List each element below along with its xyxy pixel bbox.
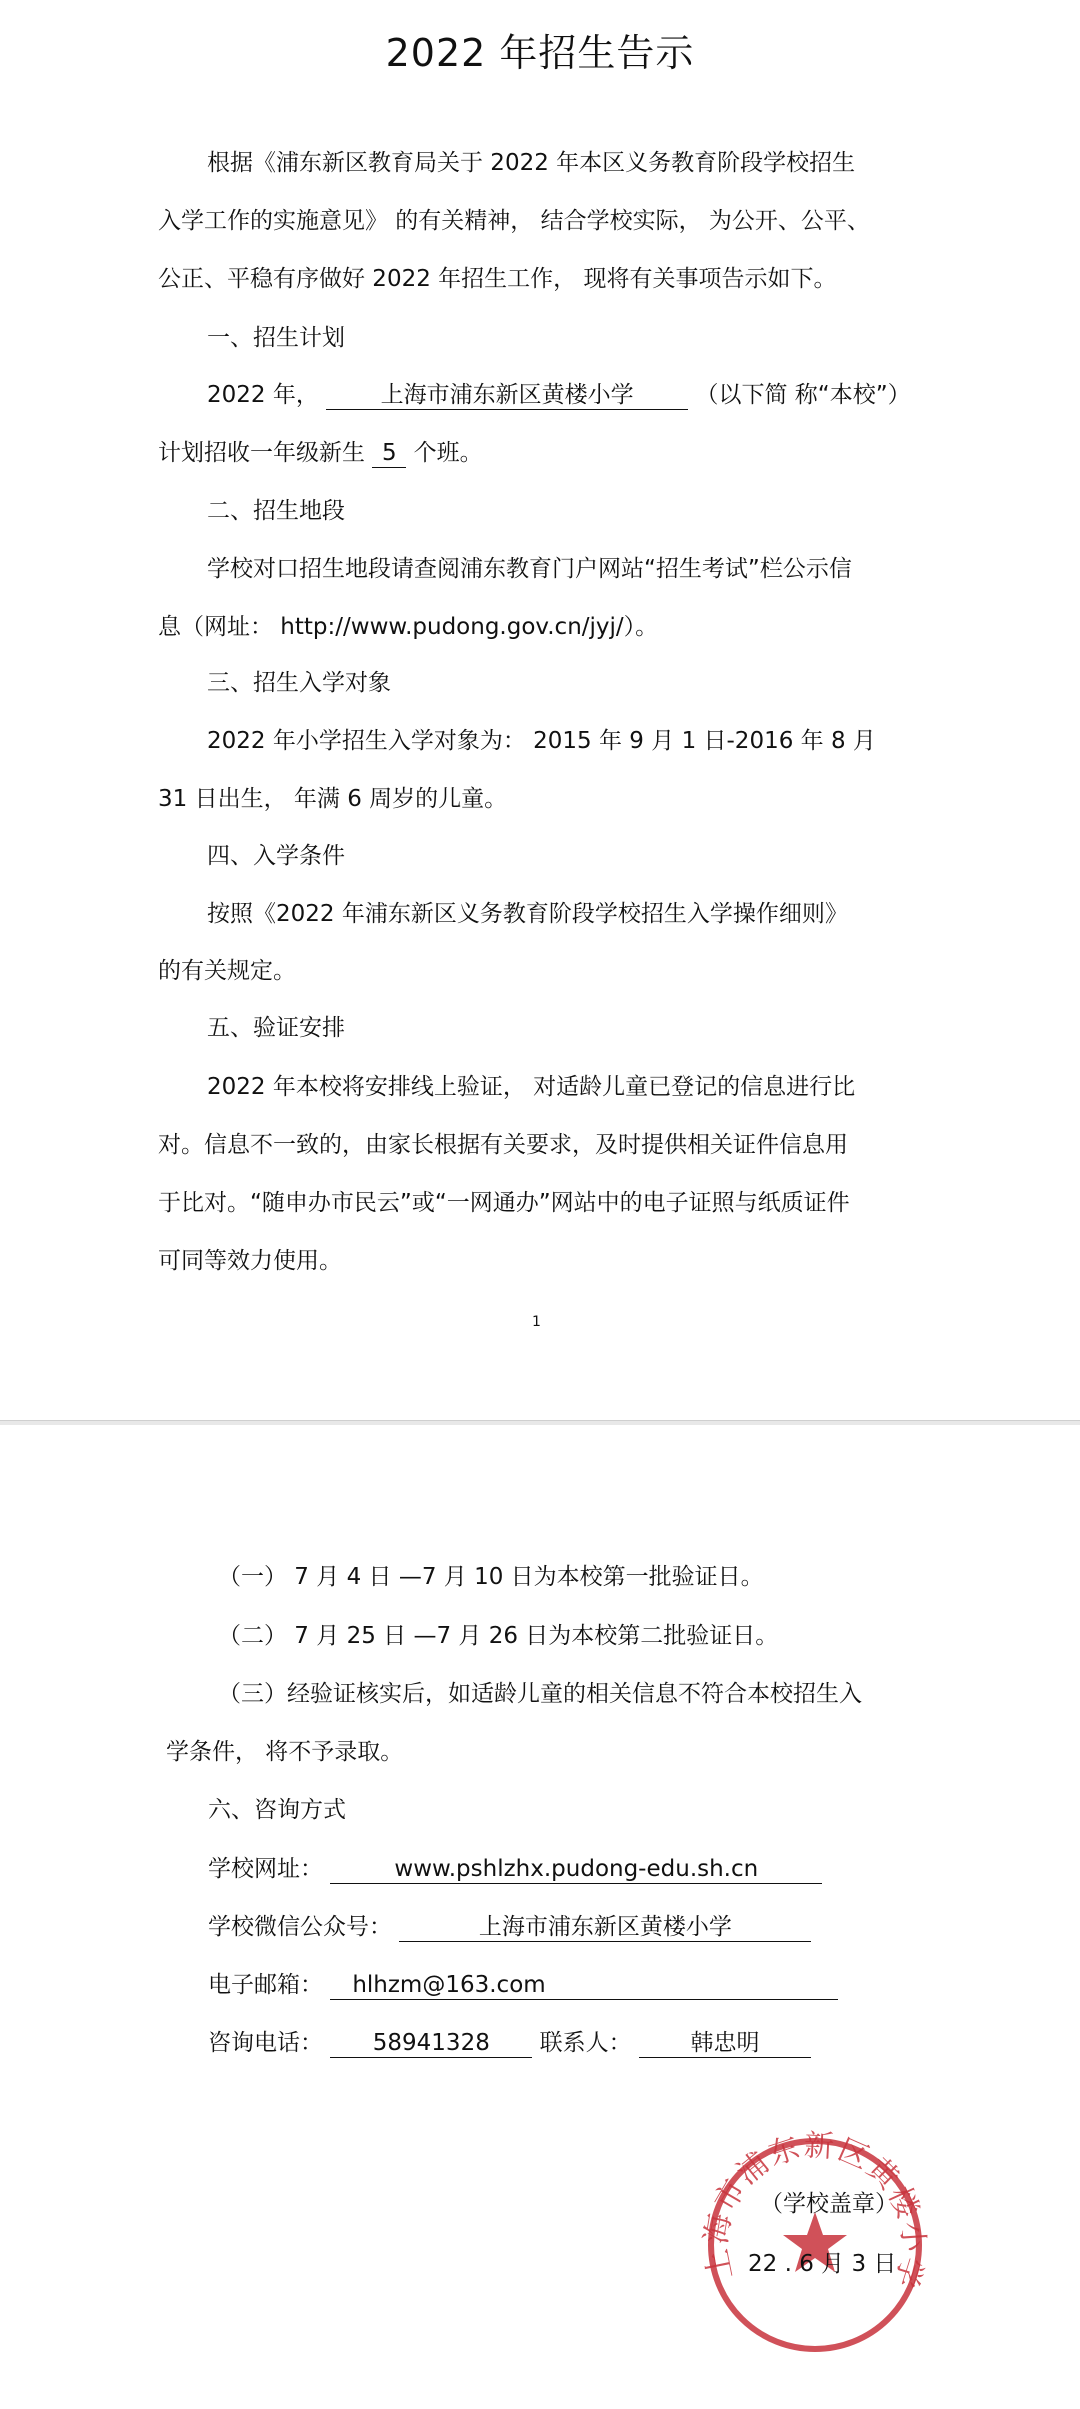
section-2-heading: 二、招生地段 (207, 498, 345, 524)
section-5-heading: 五、验证安排 (207, 1015, 345, 1041)
section-5-line-1: 2022 年本校将安排线上验证， 对适龄儿童已登记的信息进行比 (207, 1074, 856, 1100)
verify-item-3-line-2: 学条件， 将不予录取。 (166, 1739, 404, 1765)
section-3-heading: 三、招生入学对象 (207, 670, 391, 696)
section-6-heading: 六、咨询方式 (208, 1797, 346, 1823)
verify-item-2: （二） 7 月 25 日 —7 月 26 日为本校第二批验证日。 (218, 1623, 779, 1649)
s1-prefix: 2022 年， (207, 382, 319, 408)
intro-line-1: 根据《浦东新区教育局关于 2022 年本区义务教育阶段学校招生 (207, 150, 856, 176)
phone-label: 咨询电话： (208, 2030, 323, 2056)
phone-row (208, 2028, 811, 2058)
phone-value: 58941328 (330, 2029, 532, 2058)
section-4-line-2: 的有关规定。 (158, 958, 296, 984)
section-4-line-1: 按照《2022 年浦东新区义务教育阶段学校招生入学操作细则》 (207, 901, 848, 927)
contact-value: 韩忠明 (639, 2029, 811, 2058)
section-4-heading: 四、入学条件 (207, 843, 345, 869)
intro-line-2: 入学工作的实施意见》 的有关精神， 结合学校实际， 为公开、公平、 (158, 208, 870, 234)
website-value: www.pshlzhx.pudong-edu.sh.cn (330, 1855, 822, 1884)
section-5-line-3: 于比对。“随申办市民云”或“一网通办”网站中的电子证照与纸质证件 (158, 1190, 850, 1216)
class-count-fill: 5 (372, 439, 406, 468)
contact-label: 联系人： (539, 2030, 632, 2056)
section-1-paragraph-2 (158, 438, 483, 468)
s1-p2-prefix: 计划招收一年级新生 (158, 440, 365, 466)
verify-item-3-line-1: （三）经验证核实后，如适龄儿童的相关信息不符合本校招生入 (218, 1681, 862, 1707)
section-1-heading: 一、招生计划 (207, 325, 345, 351)
email-row (208, 1970, 838, 2000)
seal-text: 上海市浦东新区黄楼小学 (700, 2130, 930, 2294)
website-label: 学校网址： (208, 1856, 323, 1882)
section-5-line-2: 对。信息不一致的，由家长根据有关要求，及时提供相关证件信息用 (158, 1132, 848, 1158)
s1-suffix: （以下简 称“本校”） (695, 382, 911, 408)
verify-item-1: （一） 7 月 4 日 —7 月 10 日为本校第一批验证日。 (218, 1564, 764, 1590)
document-title: 2022 年招生告示 (385, 31, 695, 75)
email-value: hlhzm@163.com (330, 1971, 838, 2000)
email-label: 电子邮箱： (208, 1972, 323, 1998)
wechat-label: 学校微信公众号： (208, 1914, 392, 1940)
section-5-line-4: 可同等效力使用。 (158, 1248, 342, 1274)
wechat-row (208, 1912, 811, 1942)
section-3-line-1: 2022 年小学招生入学对象为： 2015 年 9 月 1 日-2016 年 8 月 (207, 728, 876, 754)
school-name-fill: 上海市浦东新区黄楼小学 (326, 381, 688, 410)
section-2-line-2: 息（网址： http://www.pudong.gov.cn/jyj/）。 (158, 614, 659, 640)
website-row (208, 1854, 822, 1884)
section-2-line-1: 学校对口招生地段请查阅浦东教育门户网站“招生考试”栏公示信 (207, 556, 852, 582)
section-3-line-2: 31 日出生， 年满 6 周岁的儿童。 (158, 786, 508, 812)
intro-line-3: 公正、平稳有序做好 2022 年招生工作， 现将有关事项告示如下。 (158, 266, 837, 292)
signature-date: 22 . 6 月 3 日 (748, 2251, 897, 2277)
school-seal-label: （学校盖章） (760, 2191, 898, 2217)
page-number: 1 (532, 1314, 541, 1330)
section-1-paragraph-1 (207, 380, 911, 410)
s1-p2-suffix: 个班。 (413, 440, 483, 466)
wechat-value: 上海市浦东新区黄楼小学 (399, 1913, 811, 1942)
